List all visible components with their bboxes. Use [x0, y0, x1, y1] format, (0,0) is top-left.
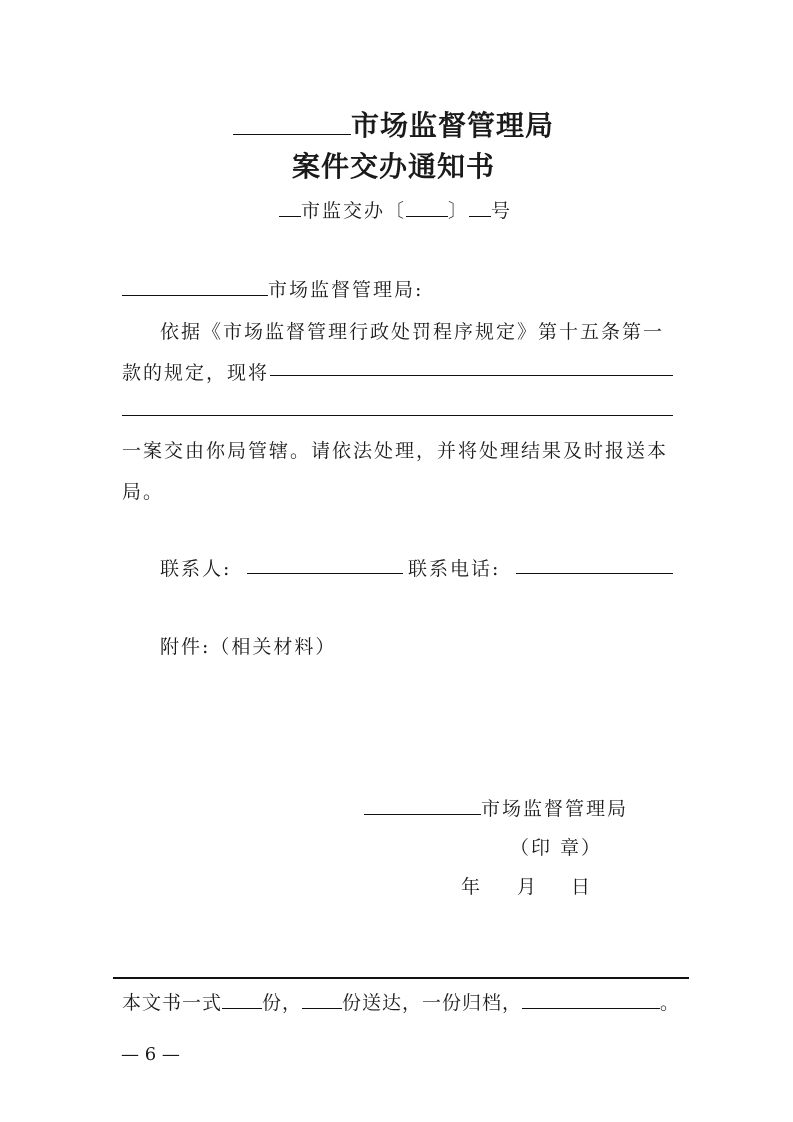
- copies-delivered-blank: [302, 1007, 342, 1009]
- contact-phone-label: 联系电话:: [408, 558, 501, 580]
- case-name-blank-2: [122, 415, 673, 416]
- contact-person-blank: [247, 573, 403, 574]
- date-year: 年: [461, 876, 483, 898]
- page-number: — 6 —: [121, 1044, 180, 1065]
- contact-person-label: 联系人:: [160, 558, 232, 580]
- attachment-label: 附件:（相关材料）: [160, 636, 337, 658]
- agency-name-blank: [233, 133, 351, 135]
- addressee-line: [122, 275, 423, 302]
- doc-number: [279, 196, 512, 223]
- agency-title-suffix: 市场监督管理局: [351, 109, 555, 142]
- case-name-blank-1: [270, 375, 673, 376]
- doc-number-blank-region: [279, 215, 301, 217]
- signature-agency-suffix: 市场监督管理局: [481, 798, 629, 820]
- doc-number-blank-serial: [469, 215, 491, 217]
- body-line-4: 局。: [122, 481, 165, 503]
- addressee-suffix: 市场监督管理局:: [268, 279, 424, 301]
- seal-label: （印 章）: [510, 837, 603, 859]
- doc-number-blank-year: [406, 215, 448, 217]
- signature-agency-line: [364, 794, 628, 821]
- body-line-2: [122, 358, 269, 385]
- date-day: 日: [571, 876, 593, 898]
- body-line-3: 一案交由你局管辖。请依法处理，并将处理结果及时报送本: [122, 440, 669, 462]
- contact-phone-blank: [516, 573, 673, 574]
- copies-delivered: 份送达，一份归档，: [342, 992, 523, 1014]
- copies-unit: 份，: [262, 992, 303, 1014]
- doc-number-bracket-close: 〕: [448, 200, 470, 222]
- copies-prefix: 本文书一式: [122, 992, 223, 1014]
- footer-copies-note: [122, 988, 680, 1015]
- footer-divider: [113, 977, 689, 979]
- addressee-blank: [122, 294, 268, 296]
- archive-blank: [522, 1007, 660, 1009]
- doc-number-suffix: 号: [491, 200, 513, 222]
- body-line-2-text: 款的规定，现将: [122, 362, 270, 384]
- doc-number-prefix: 市监交办〔: [301, 200, 407, 222]
- body-line-1: 依据《市场监督管理行政处罚程序规定》第十五条第一: [160, 321, 665, 343]
- doc-title: 案件交办通知书: [292, 150, 496, 183]
- copies-total-blank: [222, 1007, 262, 1009]
- date-month: 月: [517, 876, 539, 898]
- footer-end-mark: 。: [660, 992, 681, 1014]
- agency-title-line: [233, 104, 554, 144]
- signature-agency-blank: [364, 813, 481, 815]
